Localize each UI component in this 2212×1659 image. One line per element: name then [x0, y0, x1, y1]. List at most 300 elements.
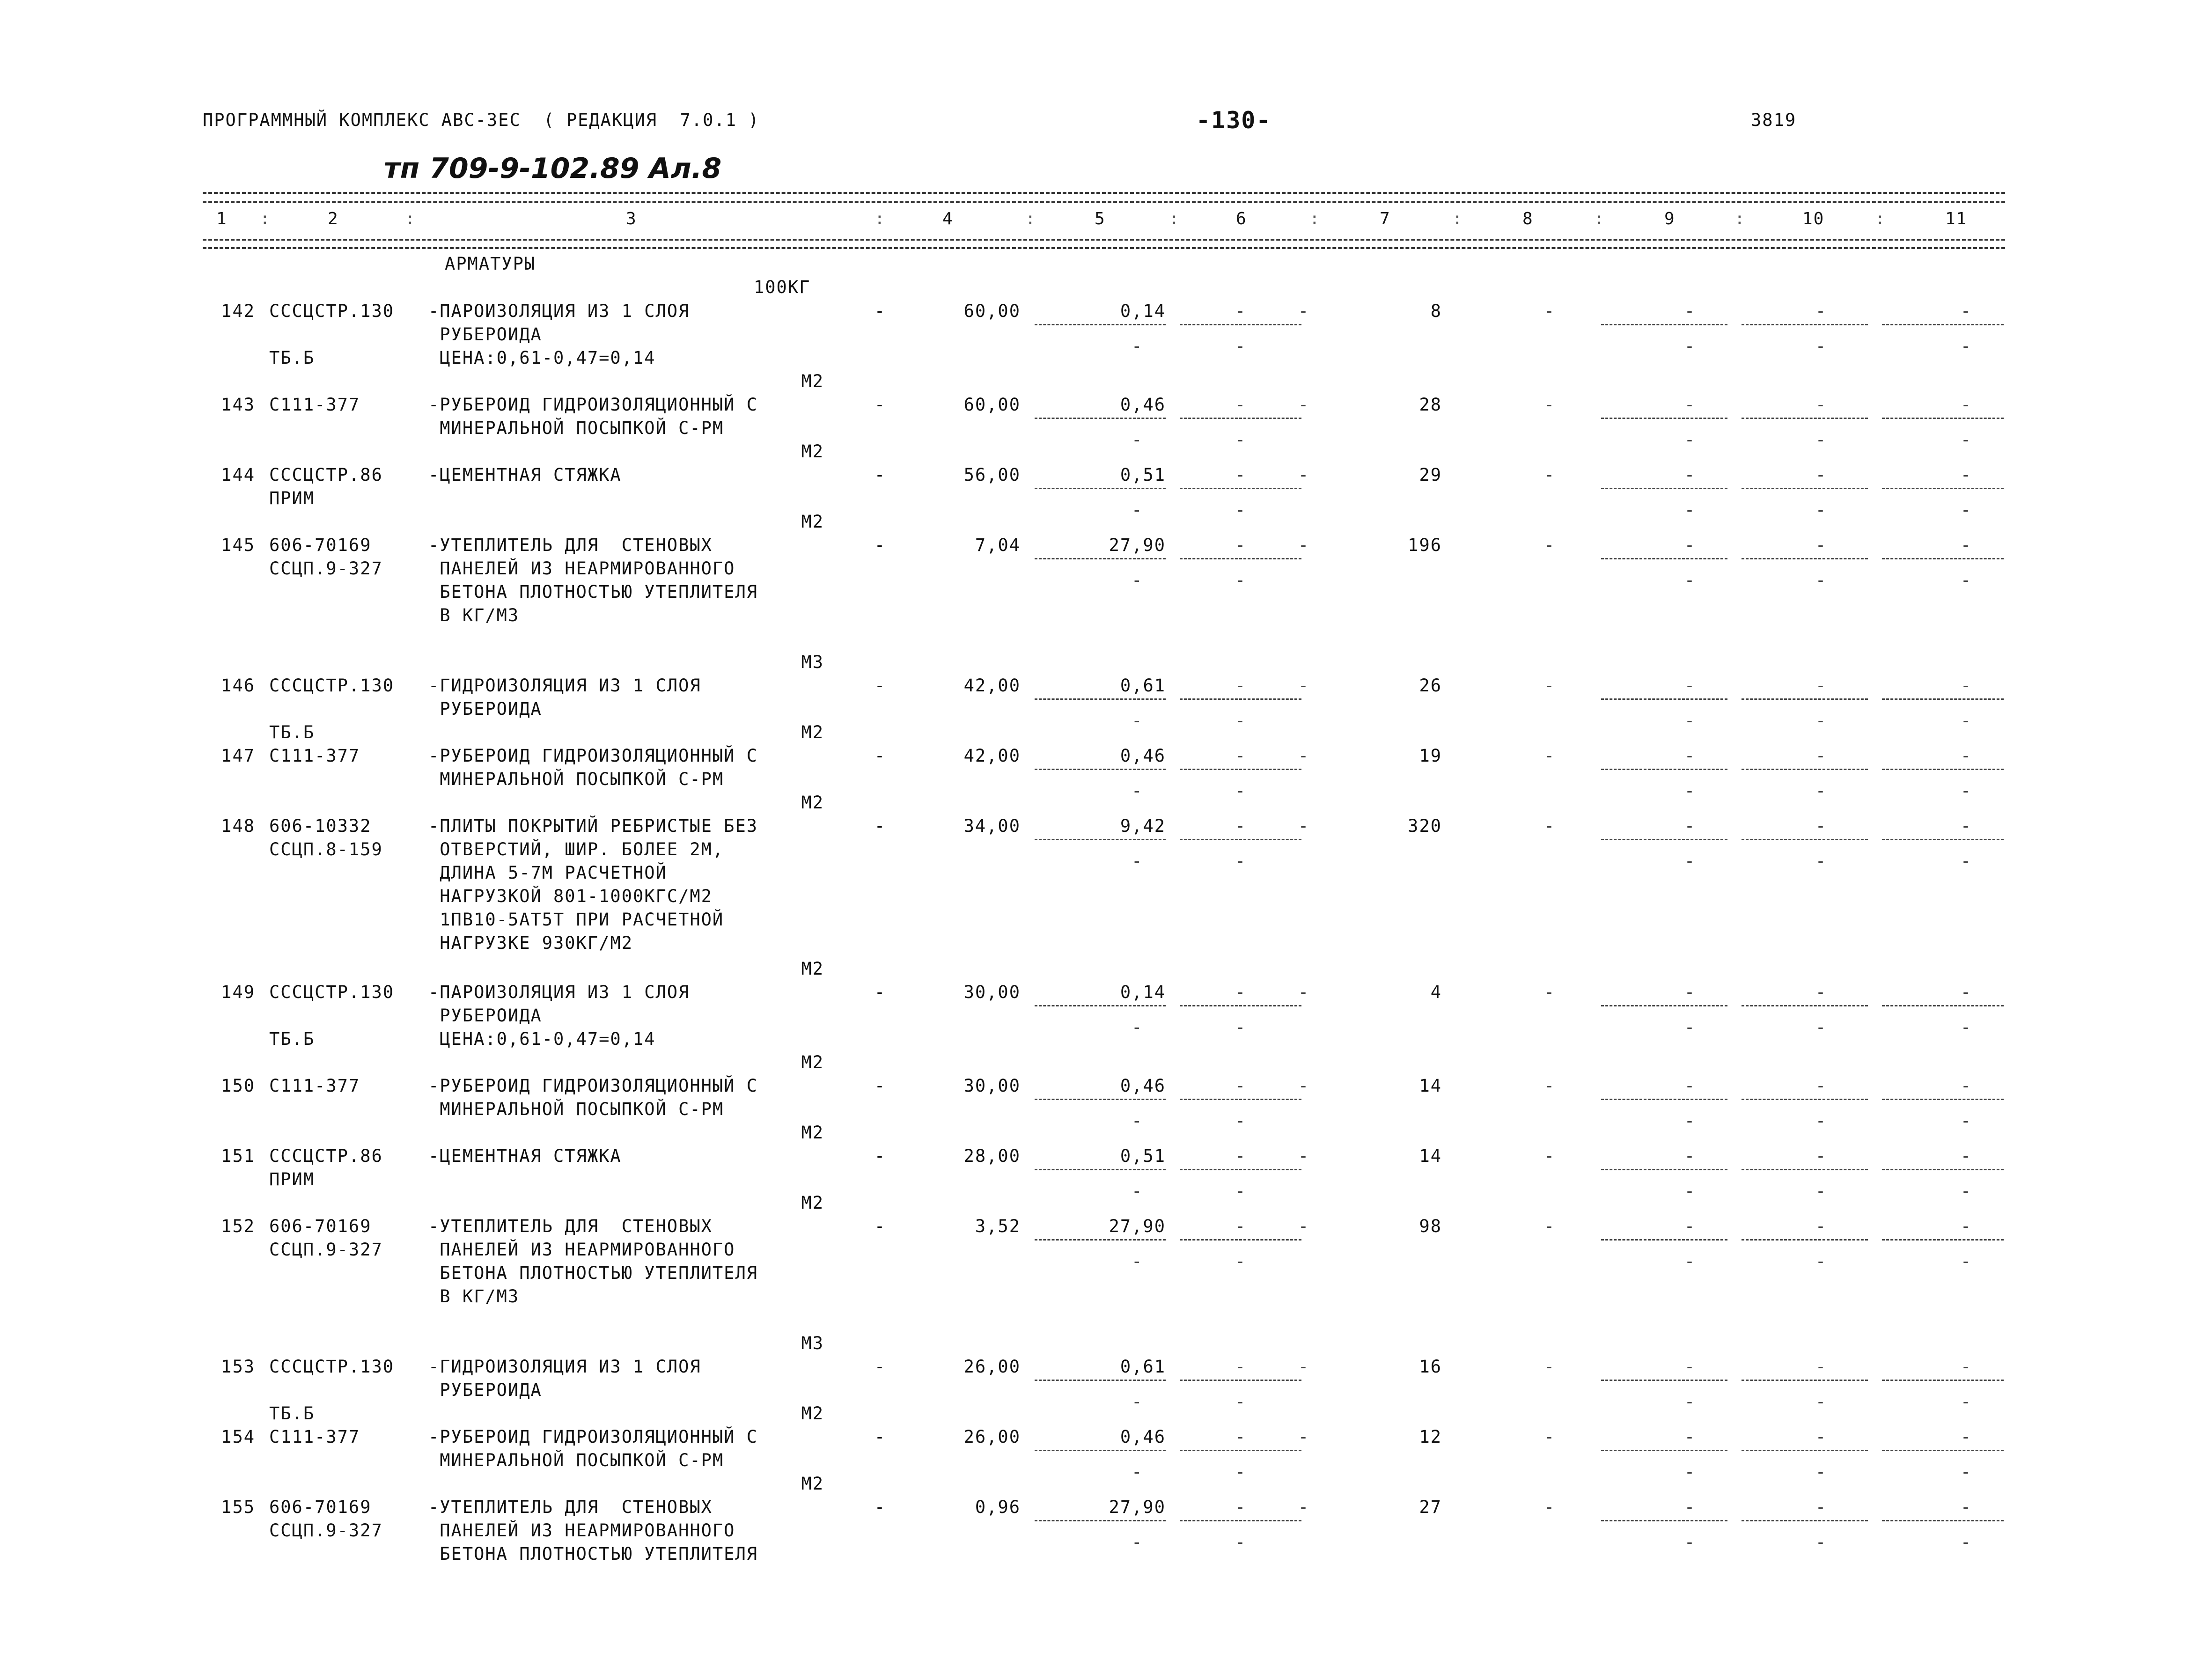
unit-price: 9,42 — [1120, 816, 1166, 836]
empty-mark: - — [1298, 395, 1310, 415]
quantity: 60,00 — [963, 301, 1021, 321]
empty-mark: - — [1543, 465, 1556, 485]
work-description: -ГИДРОИЗОЛЯЦИЯ ИЗ 1 СЛОЯ — [428, 1357, 701, 1377]
resource-code: 606-10332 — [269, 816, 372, 836]
empty-mark: - — [1684, 1216, 1696, 1236]
empty-mark: - — [1543, 746, 1556, 766]
empty-mark: - — [1235, 395, 1247, 415]
empty-mark: - — [1298, 1076, 1310, 1096]
underline — [1742, 698, 1868, 700]
col-3: 3 — [626, 209, 637, 228]
underline — [1180, 839, 1301, 840]
empty-mark: - — [1543, 395, 1556, 415]
underline — [1180, 1239, 1301, 1241]
empty-mark: - — [1960, 395, 1972, 415]
underline — [1742, 488, 1868, 489]
empty-mark: - — [1815, 816, 1827, 836]
underline — [1742, 324, 1868, 325]
total-cost: 14 — [1419, 1076, 1442, 1096]
work-description: МИНЕРАЛЬНОЙ ПОСЫПКОЙ С-РМ — [428, 769, 724, 789]
col-dash: - — [874, 675, 886, 696]
empty-mark: - — [1684, 465, 1696, 485]
quantity: 34,00 — [963, 816, 1021, 836]
work-description: -РУБЕРОИД ГИДРОИЗОЛЯЦИОННЫЙ С — [428, 395, 758, 415]
empty-mark: - — [1815, 1076, 1827, 1096]
underline — [1035, 324, 1166, 325]
empty-mark: - — [1684, 1357, 1696, 1377]
empty-mark: - — [1298, 816, 1310, 836]
unit-of-measure: M3 — [801, 1333, 824, 1353]
quantity: 42,00 — [963, 675, 1021, 696]
empty-mark: - — [1543, 301, 1556, 321]
total-cost: 14 — [1419, 1146, 1442, 1166]
work-description: -ЦЕМЕНТНАЯ СТЯЖКА — [428, 465, 622, 485]
empty-mark: - — [1815, 1017, 1827, 1037]
empty-mark: - — [1235, 1017, 1247, 1037]
col-2: 2 — [328, 209, 339, 228]
empty-mark: - — [1815, 1146, 1827, 1166]
empty-mark: - — [1960, 1462, 1972, 1482]
empty-mark: - — [1815, 1462, 1827, 1482]
unit-of-measure: M2 — [801, 1193, 824, 1213]
empty-mark: - — [1235, 1076, 1247, 1096]
empty-mark: - — [1684, 1392, 1696, 1412]
empty-mark: - — [1815, 535, 1827, 555]
empty-mark: - — [1815, 395, 1827, 415]
underline — [1035, 558, 1166, 559]
empty-mark: - — [1960, 781, 1972, 801]
underline — [1882, 1380, 2004, 1381]
work-description: БЕТОНА ПЛОТНОСТЬЮ УТЕПЛИТЕЛЯ — [428, 582, 758, 602]
empty-mark: - — [1815, 1532, 1827, 1552]
row-number: 154 — [221, 1427, 255, 1447]
empty-mark: - — [1684, 1017, 1696, 1037]
unit-of-measure: M2 — [801, 512, 824, 532]
empty-mark: - — [1815, 781, 1827, 801]
underline — [1180, 1380, 1301, 1381]
unit-price: 0,46 — [1120, 1427, 1166, 1447]
empty-mark: - — [1132, 851, 1166, 871]
empty-mark: - — [1960, 1357, 1972, 1377]
underline — [1035, 1005, 1166, 1006]
underline — [1882, 698, 2004, 700]
empty-mark: - — [1684, 711, 1696, 731]
resource-code: С111-377 — [269, 1076, 360, 1096]
empty-mark: - — [1815, 1427, 1827, 1447]
resource-code: ССЦП.9-327 — [269, 1520, 383, 1541]
total-cost: 27 — [1419, 1497, 1442, 1517]
header-rule-bottom-2 — [203, 247, 2005, 249]
empty-mark: - — [1132, 1462, 1166, 1482]
top-unit-value: 100КГ — [754, 277, 811, 297]
empty-mark: - — [1684, 1146, 1696, 1166]
total-cost: 28 — [1419, 395, 1442, 415]
empty-mark: - — [1960, 1146, 1972, 1166]
work-description: РУБЕРОИДА — [428, 324, 542, 345]
work-description: ПАНЕЛЕЙ ИЗ НЕАРМИРОВАННОГО — [428, 558, 735, 579]
empty-mark: - — [1684, 1076, 1696, 1096]
col-sep: : — [1875, 209, 1886, 228]
empty-mark: - — [1960, 1017, 1972, 1037]
col-4: 4 — [942, 209, 954, 228]
resource-code: 606-70169 — [269, 1497, 372, 1517]
col-sep: : — [1734, 209, 1746, 228]
empty-mark: - — [1684, 336, 1696, 356]
work-description: В КГ/М3 — [428, 605, 520, 625]
header-rule-top-2 — [203, 201, 2005, 203]
quantity: 56,00 — [963, 465, 1021, 485]
underline — [1035, 698, 1166, 700]
empty-mark: - — [1298, 1146, 1310, 1166]
row-number: 152 — [221, 1216, 255, 1236]
empty-mark: - — [1815, 1497, 1827, 1517]
unit-price: 0,46 — [1120, 1076, 1166, 1096]
underline — [1601, 1239, 1727, 1241]
unit-of-measure: M2 — [801, 1474, 824, 1494]
col-dash: - — [874, 301, 886, 321]
underline — [1035, 1239, 1166, 1241]
empty-mark: - — [1543, 675, 1556, 696]
underline — [1742, 1005, 1868, 1006]
underline — [1035, 1520, 1166, 1521]
col-sep: : — [1025, 209, 1036, 228]
empty-mark: - — [1235, 1111, 1247, 1131]
total-cost: 19 — [1419, 746, 1442, 766]
empty-mark: - — [1960, 711, 1972, 731]
col-6: 6 — [1236, 209, 1247, 228]
resource-code: СССЦСТР.130 — [269, 675, 395, 696]
col-10: 10 — [1802, 209, 1825, 228]
work-description: НАГРУЗКОЙ 801-1000КГС/М2 — [428, 886, 713, 906]
empty-mark: - — [1960, 982, 1972, 1002]
empty-mark: - — [1235, 746, 1247, 766]
row-number: 151 — [221, 1146, 255, 1166]
underline — [1882, 1520, 2004, 1521]
empty-mark: - — [1960, 500, 1972, 520]
work-description: МИНЕРАЛЬНОЙ ПОСЫПКОЙ С-РМ — [428, 1450, 724, 1470]
empty-mark: - — [1684, 1111, 1696, 1131]
work-description: БЕТОНА ПЛОТНОСТЬЮ УТЕПЛИТЕЛЯ — [428, 1544, 758, 1564]
unit-price: 27,90 — [1109, 1497, 1166, 1517]
empty-mark: - — [1815, 500, 1827, 520]
empty-mark: - — [1543, 1427, 1556, 1447]
underline — [1035, 1450, 1166, 1451]
col-7: 7 — [1380, 209, 1391, 228]
empty-mark: - — [1684, 500, 1696, 520]
empty-mark: - — [1132, 1532, 1166, 1552]
row-number: 145 — [221, 535, 255, 555]
empty-mark: - — [1543, 982, 1556, 1002]
underline — [1742, 839, 1868, 840]
empty-mark: - — [1960, 301, 1972, 321]
header-rule-top — [203, 192, 2005, 194]
empty-mark: - — [1815, 430, 1827, 450]
empty-mark: - — [1815, 465, 1827, 485]
unit-of-measure: M2 — [801, 371, 824, 391]
underline — [1601, 1380, 1727, 1381]
empty-mark: - — [1815, 301, 1827, 321]
unit-price: 27,90 — [1109, 535, 1166, 555]
empty-mark: - — [1960, 1251, 1972, 1271]
work-description: -РУБЕРОИД ГИДРОИЗОЛЯЦИОННЫЙ С — [428, 746, 758, 766]
empty-mark: - — [1235, 570, 1247, 590]
underline — [1035, 418, 1166, 419]
underline — [1180, 488, 1301, 489]
underline — [1742, 1450, 1868, 1451]
program-title: ПРОГРАММНЫЙ КОМПЛЕКС АВС-3ЕС ( РЕДАКЦИЯ 7.0.1 ) — [203, 110, 760, 130]
empty-mark: - — [1132, 1017, 1166, 1037]
row-number: 144 — [221, 465, 255, 485]
underline — [1882, 839, 2004, 840]
col-dash: - — [874, 1216, 886, 1236]
empty-mark: - — [1684, 535, 1696, 555]
empty-mark: - — [1235, 500, 1247, 520]
resource-code: ТБ.Б — [269, 1029, 315, 1049]
work-description: ЦЕНА:0,61-0,47=0,14 — [428, 1029, 656, 1049]
resource-code: ПРИМ — [269, 1169, 315, 1189]
total-cost: 16 — [1419, 1357, 1442, 1377]
underline — [1180, 1169, 1301, 1170]
empty-mark: - — [1235, 781, 1247, 801]
unit-price: 0,14 — [1120, 982, 1166, 1002]
empty-mark: - — [1235, 1251, 1247, 1271]
total-cost: 12 — [1419, 1427, 1442, 1447]
empty-mark: - — [1684, 675, 1696, 696]
quantity: 26,00 — [963, 1357, 1021, 1377]
empty-mark: - — [1684, 1251, 1696, 1271]
empty-mark: - — [1815, 982, 1827, 1002]
empty-mark: - — [1960, 851, 1972, 871]
unit-price: 0,46 — [1120, 746, 1166, 766]
document-code: 3819 — [1751, 110, 1797, 130]
work-description: -ПЛИТЫ ПОКРЫТИЙ РЕБРИСТЫЕ БЕЗ — [428, 816, 758, 836]
unit-of-measure: M2 — [801, 1403, 824, 1424]
empty-mark: - — [1684, 982, 1696, 1002]
col-sep: : — [1169, 209, 1180, 228]
col-dash: - — [874, 1076, 886, 1096]
col-sep: : — [1452, 209, 1463, 228]
underline — [1601, 1520, 1727, 1521]
work-description: ПАНЕЛЕЙ ИЗ НЕАРМИРОВАННОГО — [428, 1240, 735, 1260]
unit-price: 0,51 — [1120, 465, 1166, 485]
empty-mark: - — [1815, 336, 1827, 356]
col-11: 11 — [1945, 209, 1968, 228]
underline — [1742, 1380, 1868, 1381]
empty-mark: - — [1960, 1392, 1972, 1412]
empty-mark: - — [1815, 1111, 1827, 1131]
top-unit-label: АРМАТУРЫ — [445, 254, 536, 274]
underline — [1742, 1520, 1868, 1521]
underline — [1882, 1005, 2004, 1006]
empty-mark: - — [1235, 535, 1247, 555]
total-cost: 196 — [1408, 535, 1442, 555]
unit-of-measure: M2 — [801, 441, 824, 462]
empty-mark: - — [1684, 1181, 1696, 1201]
empty-mark: - — [1132, 1392, 1166, 1412]
resource-code: ТБ.Б — [269, 1403, 315, 1424]
quantity: 26,00 — [963, 1427, 1021, 1447]
col-sep: : — [1594, 209, 1605, 228]
work-description: БЕТОНА ПЛОТНОСТЬЮ УТЕПЛИТЕЛЯ — [428, 1263, 758, 1283]
empty-mark: - — [1543, 1146, 1556, 1166]
empty-mark: - — [1960, 1216, 1972, 1236]
resource-code: С111-377 — [269, 746, 360, 766]
empty-mark: - — [1815, 1251, 1827, 1271]
empty-mark: - — [1960, 1181, 1972, 1201]
resource-code: ПРИМ — [269, 488, 315, 508]
empty-mark: - — [1960, 570, 1972, 590]
underline — [1180, 418, 1301, 419]
empty-mark: - — [1543, 535, 1556, 555]
quantity: 0,96 — [975, 1497, 1021, 1517]
underline — [1180, 1005, 1301, 1006]
empty-mark: - — [1815, 675, 1827, 696]
total-cost: 26 — [1419, 675, 1442, 696]
work-description: -ПАРОИЗОЛЯЦИЯ ИЗ 1 СЛОЯ — [428, 301, 690, 321]
row-number: 147 — [221, 746, 255, 766]
underline — [1601, 558, 1727, 559]
col-sep: : — [405, 209, 416, 228]
underline — [1601, 1005, 1727, 1006]
empty-mark: - — [1132, 1111, 1166, 1131]
empty-mark: - — [1543, 1076, 1556, 1096]
empty-mark: - — [1960, 675, 1972, 696]
empty-mark: - — [1960, 816, 1972, 836]
resource-code: СССЦСТР.130 — [269, 982, 395, 1002]
underline — [1035, 839, 1166, 840]
empty-mark: - — [1684, 395, 1696, 415]
empty-mark: - — [1298, 535, 1310, 555]
underline — [1180, 1450, 1301, 1451]
unit-of-measure: M3 — [801, 652, 824, 672]
page-number: -130- — [1196, 107, 1271, 134]
empty-mark: - — [1684, 746, 1696, 766]
empty-mark: - — [1543, 1216, 1556, 1236]
unit-price: 0,61 — [1120, 1357, 1166, 1377]
underline — [1882, 1239, 2004, 1241]
work-description: ПАНЕЛЕЙ ИЗ НЕАРМИРОВАННОГО — [428, 1520, 735, 1541]
empty-mark: - — [1235, 1146, 1247, 1166]
empty-mark: - — [1235, 1216, 1247, 1236]
empty-mark: - — [1298, 1427, 1310, 1447]
work-description: -ЦЕМЕНТНАЯ СТЯЖКА — [428, 1146, 622, 1166]
unit-of-measure: M2 — [801, 1052, 824, 1072]
col-dash: - — [874, 1497, 886, 1517]
empty-mark: - — [1235, 816, 1247, 836]
empty-mark: - — [1132, 430, 1166, 450]
empty-mark: - — [1235, 336, 1247, 356]
col-sep: : — [1309, 209, 1321, 228]
work-description: МИНЕРАЛЬНОЙ ПОСЫПКОЙ С-РМ — [428, 418, 724, 438]
empty-mark: - — [1815, 1181, 1827, 1201]
underline — [1601, 324, 1727, 325]
quantity: 28,00 — [963, 1146, 1021, 1166]
unit-price: 0,14 — [1120, 301, 1166, 321]
underline — [1035, 1380, 1166, 1381]
col-dash: - — [874, 746, 886, 766]
total-cost: 320 — [1408, 816, 1442, 836]
underline — [1742, 1099, 1868, 1100]
work-description: -УТЕПЛИТЕЛЬ ДЛЯ СТЕНОВЫХ — [428, 1216, 713, 1236]
col-dash: - — [874, 535, 886, 555]
unit-of-measure: M2 — [801, 722, 824, 742]
row-number: 142 — [221, 301, 255, 321]
empty-mark: - — [1960, 1497, 1972, 1517]
work-description: В КГ/М3 — [428, 1286, 520, 1307]
empty-mark: - — [1235, 1497, 1247, 1517]
work-description: РУБЕРОИДА — [428, 1380, 542, 1400]
unit-price: 0,46 — [1120, 395, 1166, 415]
underline — [1742, 769, 1868, 770]
underline — [1180, 1520, 1301, 1521]
col-dash: - — [874, 982, 886, 1002]
work-description: МИНЕРАЛЬНОЙ ПОСЫПКОЙ С-РМ — [428, 1099, 724, 1119]
empty-mark: - — [1235, 1462, 1247, 1482]
resource-code: СССЦСТР.86 — [269, 465, 383, 485]
quantity: 3,52 — [975, 1216, 1021, 1236]
empty-mark: - — [1960, 465, 1972, 485]
empty-mark: - — [1684, 1532, 1696, 1552]
empty-mark: - — [1298, 746, 1310, 766]
unit-of-measure: M2 — [801, 793, 824, 813]
resource-code: СССЦСТР.130 — [269, 301, 395, 321]
resource-code: 606-70169 — [269, 1216, 372, 1236]
empty-mark: - — [1235, 851, 1247, 871]
empty-mark: - — [1960, 535, 1972, 555]
underline — [1742, 1169, 1868, 1170]
underline — [1601, 1450, 1727, 1451]
empty-mark: - — [1815, 1392, 1827, 1412]
empty-mark: - — [1298, 982, 1310, 1002]
resource-code: ТБ.Б — [269, 348, 315, 368]
empty-mark: - — [1132, 500, 1166, 520]
col-sep: : — [875, 209, 886, 228]
empty-mark: - — [1815, 746, 1827, 766]
col-5: 5 — [1095, 209, 1106, 228]
empty-mark: - — [1684, 430, 1696, 450]
underline — [1180, 1099, 1301, 1100]
work-description: -УТЕПЛИТЕЛЬ ДЛЯ СТЕНОВЫХ — [428, 1497, 713, 1517]
col-dash: - — [874, 465, 886, 485]
empty-mark: - — [1960, 1427, 1972, 1447]
col-dash: - — [874, 1146, 886, 1166]
underline — [1882, 558, 2004, 559]
underline — [1180, 698, 1301, 700]
underline — [1601, 418, 1727, 419]
empty-mark: - — [1815, 711, 1827, 731]
resource-code: ТБ.Б — [269, 722, 315, 742]
underline — [1882, 324, 2004, 325]
underline — [1601, 1169, 1727, 1170]
row-number: 148 — [221, 816, 255, 836]
col-sep: : — [260, 209, 271, 228]
empty-mark: - — [1235, 675, 1247, 696]
empty-mark: - — [1298, 675, 1310, 696]
total-cost: 8 — [1430, 301, 1442, 321]
row-number: 149 — [221, 982, 255, 1002]
col-9: 9 — [1664, 209, 1676, 228]
underline — [1742, 1239, 1868, 1241]
underline — [1742, 418, 1868, 419]
empty-mark: - — [1960, 1111, 1972, 1131]
empty-mark: - — [1815, 1216, 1827, 1236]
underline — [1882, 769, 2004, 770]
empty-mark: - — [1960, 1076, 1972, 1096]
col-dash: - — [874, 395, 886, 415]
underline — [1601, 839, 1727, 840]
empty-mark: - — [1298, 1216, 1310, 1236]
empty-mark: - — [1960, 430, 1972, 450]
